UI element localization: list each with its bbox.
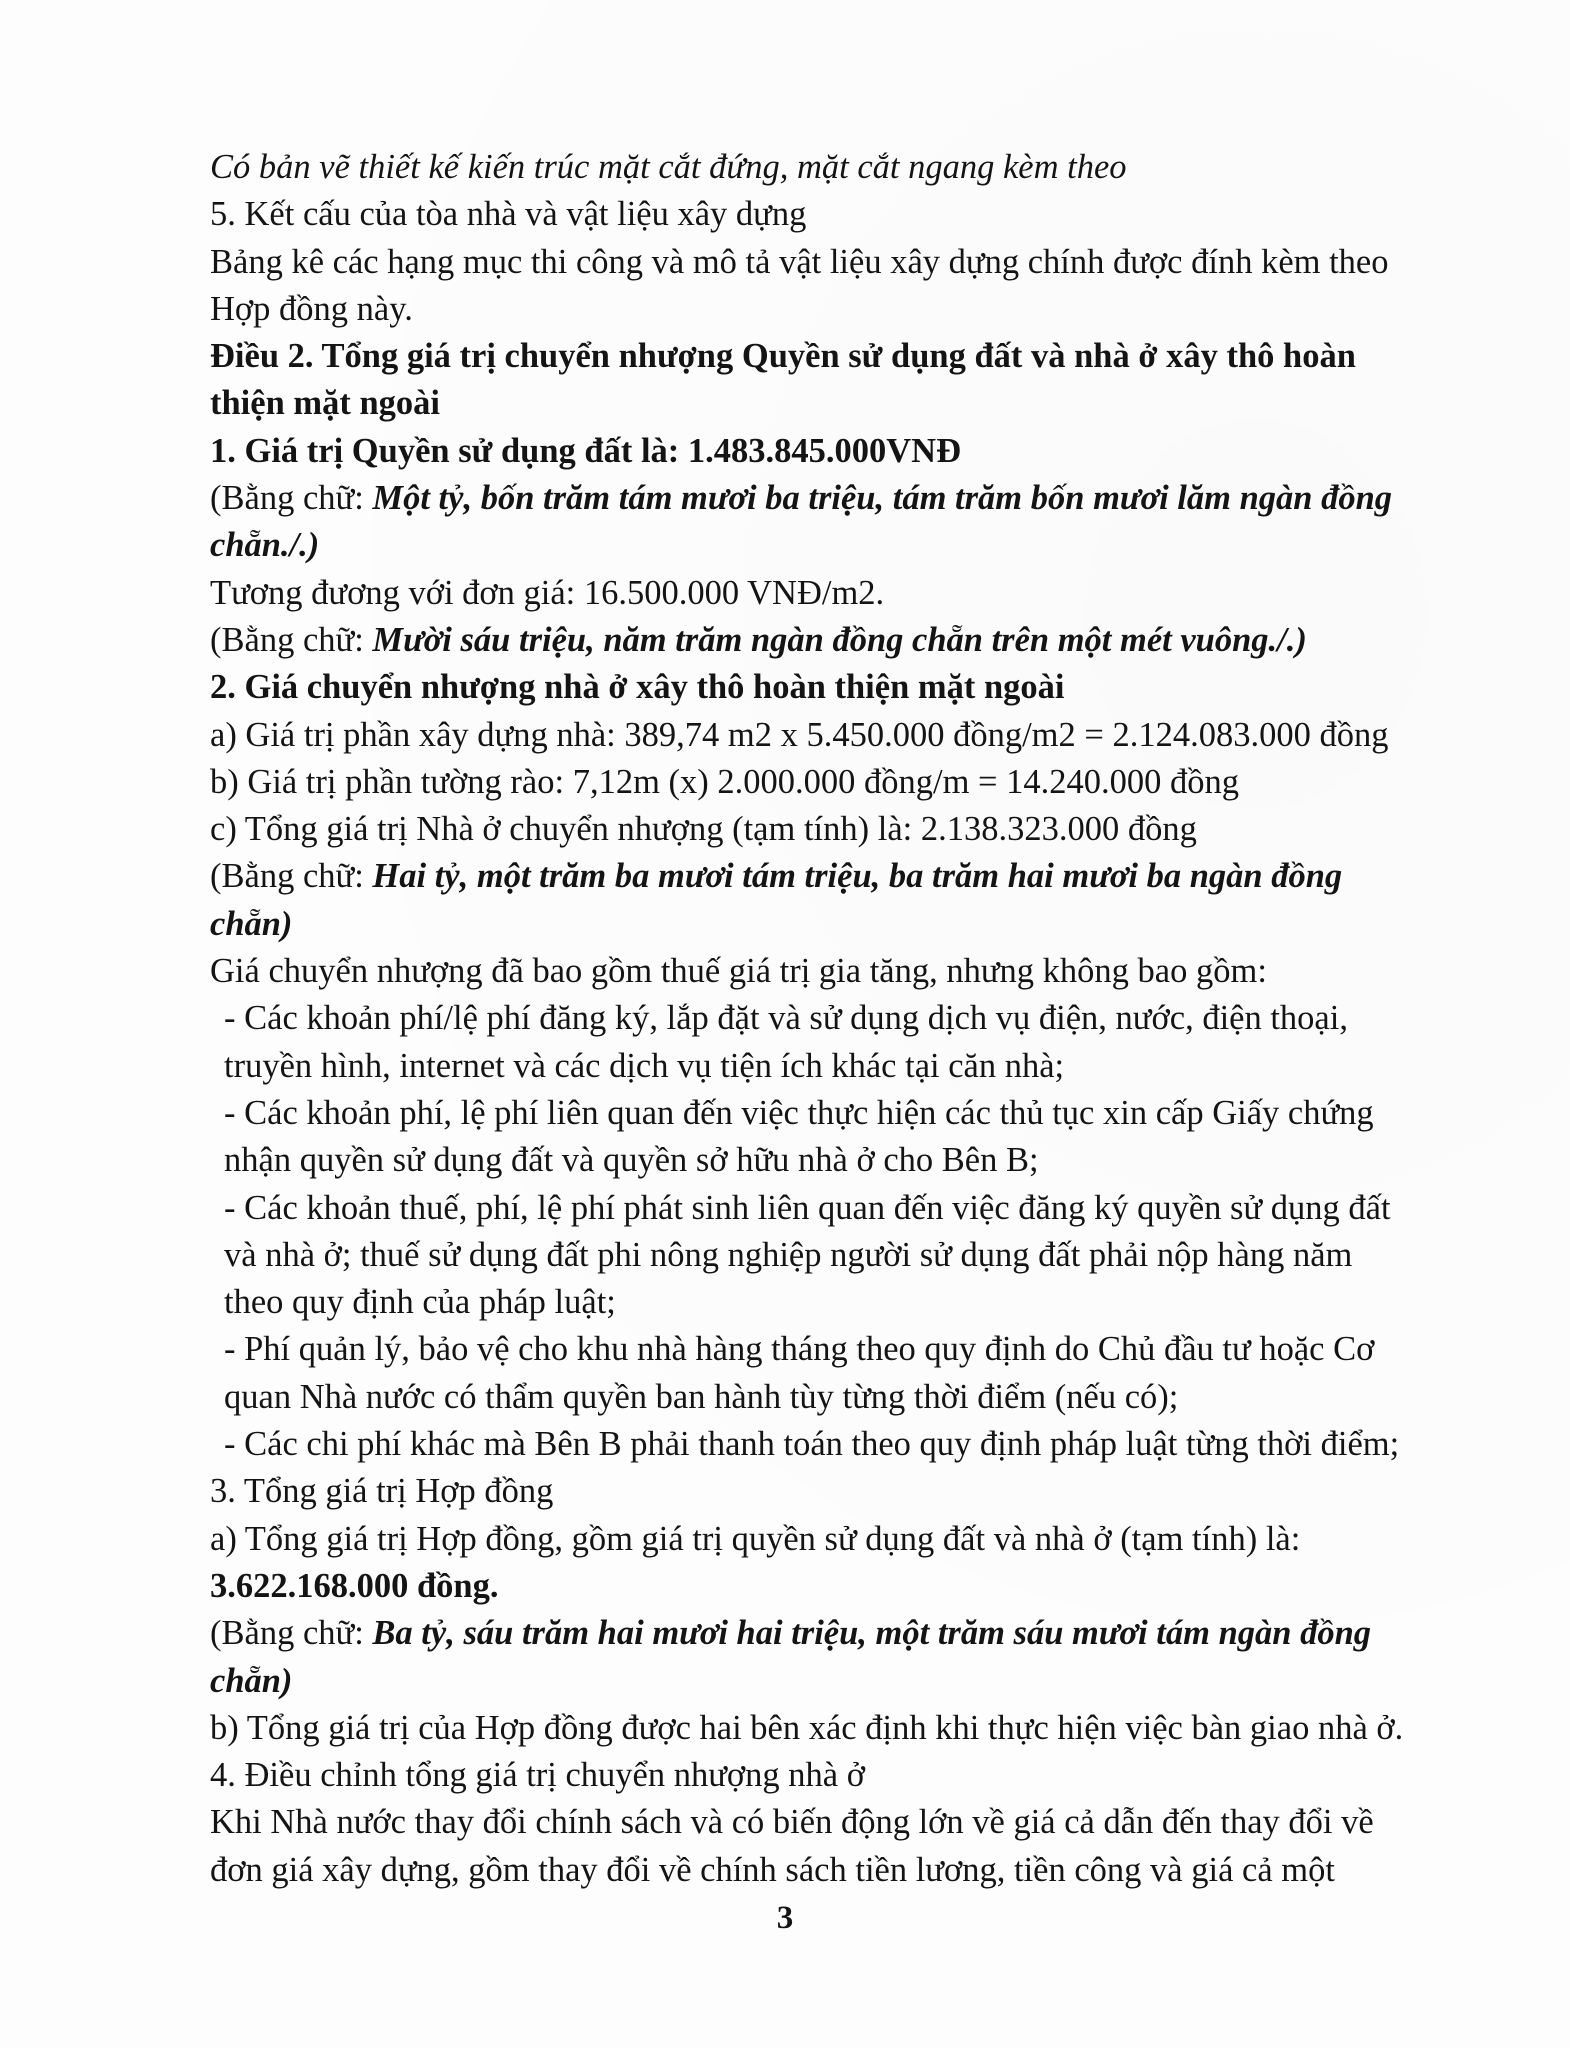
text-line <box>210 617 1464 664</box>
text-line <box>210 1516 1464 1563</box>
text-segment: - Các khoản phí, lệ phí liên quan đến việc thực hiện các thủ tục xin cấp Giấy chứng <box>224 1093 1374 1132</box>
text-segment: theo quy định của pháp luật; <box>224 1283 616 1322</box>
text-segment: 2. Giá chuyển nhượng nhà ở xây thô hoàn thiện mặt ngoài <box>210 668 1065 707</box>
text-line <box>210 1185 1464 1232</box>
text-segment: 3.622.168.000 đồng. <box>210 1566 499 1605</box>
text-line <box>210 1326 1464 1373</box>
text-segment: thiện mặt ngoài <box>210 384 441 423</box>
text-segment: (Bằng chữ: <box>210 857 373 896</box>
text-segment: 5. Kết cấu của tòa nhà và vật liệu xây dựng <box>210 195 807 234</box>
page-number: 3 <box>776 1900 794 1936</box>
text-line <box>210 1232 1464 1279</box>
text-line <box>210 1610 1464 1657</box>
text-line <box>210 570 1464 617</box>
text-segment: b) Giá trị phần tường rào: 7,12m (x) 2.000.000 đồng/m = 14.240.000 đồng <box>210 762 1240 801</box>
text-line <box>210 901 1464 948</box>
text-line <box>210 995 1464 1042</box>
text-segment: và nhà ở; thuế sử dụng đất phi nông nghiệp người sử dụng đất phải nộp hàng năm <box>224 1235 1353 1274</box>
text-segment: Hợp đồng này. <box>210 289 413 328</box>
text-line <box>210 1043 1464 1090</box>
text-segment: Mười sáu triệu, năm trăm ngàn đồng chẵn trên một mét vuông./.) <box>372 620 1307 659</box>
text-line <box>210 1752 1464 1799</box>
text-line <box>210 1468 1464 1515</box>
text-line <box>210 1279 1464 1326</box>
text-segment: Khi Nhà nước thay đổi chính sách và có biến động lớn về giá cả dẫn đến thay đổi về <box>210 1803 1374 1842</box>
text-segment: Giá chuyển nhượng đã bao gồm thuế giá trị gia tăng, nhưng không bao gồm: <box>210 952 1267 991</box>
text-segment: quan Nhà nước có thẩm quyền ban hành tùy từng thời điểm (nếu có); <box>224 1377 1179 1416</box>
text-segment: (Bằng chữ: <box>210 479 373 518</box>
text-line <box>210 1658 1464 1705</box>
text-segment: - Phí quản lý, bảo vệ cho khu nhà hàng tháng theo quy định do Chủ đầu tư hoặc Cơ <box>224 1330 1375 1369</box>
text-segment: truyền hình, internet và các dịch vụ tiện ích khác tại căn nhà; <box>224 1046 1065 1085</box>
text-segment: a) Tổng giá trị Hợp đồng, gồm giá trị quyền sử dụng đất và nhà ở (tạm tính) là: <box>210 1519 1301 1558</box>
text-segment: (Bằng chữ: <box>210 1614 373 1653</box>
text-segment: a) Giá trị phần xây dựng nhà: 389,74 m2 x 5.450.000 đồng/m2 = 2.124.083.000 đồng <box>210 715 1389 754</box>
text-line <box>210 1374 1464 1421</box>
text-segment: (Bằng chữ: <box>210 620 373 659</box>
text-line <box>210 1847 1464 1894</box>
text-segment: 3. Tổng giá trị Hợp đồng <box>210 1472 554 1511</box>
text-segment: Có bản vẽ thiết kế kiến trúc mặt cắt đứng, mặt cắt ngang kèm theo <box>210 148 1127 186</box>
text-segment: - Các chi phí khác mà Bên B phải thanh toán theo quy định pháp luật từng thời điểm; <box>224 1425 1400 1464</box>
text-segment: - Các khoản phí/lệ phí đăng ký, lắp đặt và sử dụng dịch vụ điện, nước, điện thoại, <box>224 999 1348 1038</box>
text-line <box>210 286 1464 333</box>
text-segment: - Các khoản thuế, phí, lệ phí phát sinh liên quan đến việc đăng ký quyền sử dụng đất <box>224 1188 1391 1227</box>
text-line <box>210 1799 1464 1846</box>
text-line <box>210 239 1464 286</box>
text-line <box>210 333 1464 380</box>
text-segment: c) Tổng giá trị Nhà ở chuyển nhượng (tạm tính) là: 2.138.323.000 đồng <box>210 810 1197 849</box>
text-line <box>210 475 1464 522</box>
text-segment: đơn giá xây dựng, gồm thay đổi về chính sách tiền lương, tiền công và giá cả một <box>210 1850 1335 1889</box>
text-segment: Hai tỷ, một trăm ba mươi tám triệu, ba trăm hai mươi ba ngàn đồng <box>372 857 1343 896</box>
document-body <box>210 144 1464 1894</box>
text-segment: Bảng kê các hạng mục thi công và mô tả vật liệu xây dựng chính được đính kèm theo <box>210 242 1389 281</box>
text-segment: chẵn./.) <box>210 526 320 565</box>
text-segment: Ba tỷ, sáu trăm hai mươi hai triệu, một trăm sáu mươi tám ngàn đồng <box>372 1614 1372 1653</box>
text-segment: Điều 2. Tổng giá trị chuyển nhượng Quyền sử dụng đất và nhà ở xây thô hoàn <box>210 337 1356 376</box>
text-line <box>210 664 1464 711</box>
text-segment: Tương đương với đơn giá: 16.500.000 VNĐ/m2. <box>210 573 885 612</box>
text-line <box>210 853 1464 900</box>
text-segment: nhận quyền sử dụng đất và quyền sở hữu nhà ở cho Bên B; <box>224 1141 1039 1180</box>
text-line <box>210 1563 1464 1610</box>
text-segment: Một tỷ, bốn trăm tám mươi ba triệu, tám trăm bốn mươi lăm ngàn đồng <box>372 479 1393 518</box>
text-line <box>210 759 1464 806</box>
text-line <box>210 191 1464 238</box>
text-line <box>210 1090 1464 1137</box>
text-line <box>210 1421 1464 1468</box>
text-line <box>210 948 1464 995</box>
text-segment: chẵn) <box>210 1661 293 1700</box>
text-segment: chẵn) <box>210 904 293 943</box>
text-line <box>210 712 1464 759</box>
text-segment: b) Tổng giá trị của Hợp đồng được hai bên xác định khi thực hiện việc bàn giao nhà ở. <box>210 1708 1404 1747</box>
text-line <box>210 428 1464 475</box>
text-line <box>210 806 1464 853</box>
text-line <box>210 380 1464 427</box>
text-segment: 1. Giá trị Quyền sử dụng đất là: 1.483.845.000VNĐ <box>210 431 962 470</box>
text-segment: 4. Điều chỉnh tổng giá trị chuyển nhượng nhà ở <box>210 1756 865 1795</box>
text-line <box>210 522 1464 569</box>
text-line <box>210 144 1464 191</box>
text-line <box>210 1137 1464 1184</box>
text-line <box>210 1705 1464 1752</box>
